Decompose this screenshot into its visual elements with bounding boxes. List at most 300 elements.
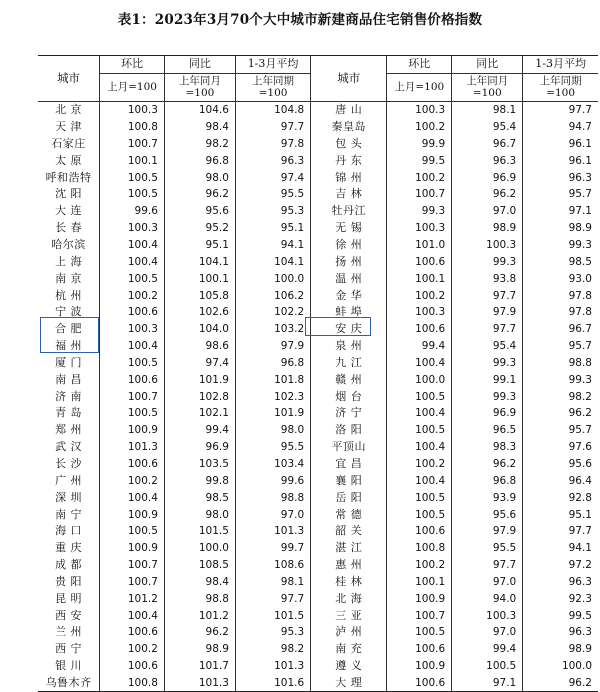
left-mom-cell: 100.7 bbox=[100, 573, 165, 590]
right-yoy-cell: 99.3 bbox=[452, 253, 523, 270]
right-avg-cell: 96.3 bbox=[523, 169, 598, 186]
left-city-cell: 武 汉 bbox=[55, 440, 83, 454]
table-row bbox=[38, 270, 598, 287]
right-avg-cell: 97.8 bbox=[523, 287, 598, 304]
right-mom-cell: 100.1 bbox=[387, 270, 452, 287]
left-yoy-cell: 99.4 bbox=[164, 422, 235, 439]
table-row bbox=[38, 607, 598, 624]
left-yoy-cell: 101.7 bbox=[164, 658, 235, 675]
table-row bbox=[38, 169, 598, 186]
left-avg-cell: 99.7 bbox=[235, 540, 310, 557]
left-mom-header: 环比 bbox=[100, 56, 165, 74]
right-mom-cell: 100.5 bbox=[387, 422, 452, 439]
right-avg-cell: 96.4 bbox=[523, 472, 598, 489]
right-yoy-cell: 99.4 bbox=[452, 641, 523, 658]
right-avg-cell: 94.7 bbox=[523, 119, 598, 136]
left-city-cell: 福 州 bbox=[55, 339, 83, 353]
left-yoy-cell: 96.8 bbox=[164, 152, 235, 169]
left-yoy-cell: 95.6 bbox=[164, 203, 235, 220]
left-yoy-cell: 101.5 bbox=[164, 523, 235, 540]
table-row bbox=[38, 237, 598, 254]
table-row bbox=[38, 136, 598, 153]
right-city-cell: 韶 关 bbox=[311, 523, 387, 540]
right-avg-cell: 99.5 bbox=[523, 607, 598, 624]
table-row bbox=[38, 456, 598, 473]
left-yoy-cell: 100.1 bbox=[164, 270, 235, 287]
right-mom-cell: 100.6 bbox=[387, 321, 452, 338]
table-row bbox=[38, 287, 598, 304]
right-city-cell: 平顶山 bbox=[311, 439, 387, 456]
left-city-cell: 西 宁 bbox=[55, 642, 83, 656]
right-mom-cell: 100.7 bbox=[387, 607, 452, 624]
right-mom-cell: 100.5 bbox=[387, 388, 452, 405]
left-avg-cell: 95.5 bbox=[235, 186, 310, 203]
right-mom-cell: 100.5 bbox=[387, 489, 452, 506]
right-yoy-cell: 97.9 bbox=[452, 304, 523, 321]
right-mom-base: 上月=100 bbox=[387, 73, 452, 101]
right-avg-cell: 95.7 bbox=[523, 422, 598, 439]
right-city-cell: 襄 阳 bbox=[311, 472, 387, 489]
left-mom-cell: 100.5 bbox=[100, 355, 165, 372]
left-yoy-cell: 96.9 bbox=[164, 439, 235, 456]
left-mom-cell: 100.4 bbox=[100, 489, 165, 506]
left-avg-cell: 98.1 bbox=[235, 573, 310, 590]
right-avg-cell: 98.9 bbox=[523, 641, 598, 658]
left-avg-base: 上年同期=100 bbox=[235, 73, 310, 101]
right-yoy-cell: 98.9 bbox=[452, 220, 523, 237]
left-yoy-cell: 101.9 bbox=[164, 371, 235, 388]
table-row bbox=[38, 220, 598, 237]
left-city-cell: 南 宁 bbox=[55, 507, 83, 521]
left-yoy-cell: 101.3 bbox=[164, 675, 235, 692]
left-mom-cell: 100.5 bbox=[100, 523, 165, 540]
right-city-cell: 泸 州 bbox=[311, 624, 387, 641]
left-mom-cell: 100.6 bbox=[100, 624, 165, 641]
left-city-cell: 深 圳 bbox=[55, 490, 83, 504]
left-yoy-cell: 95.2 bbox=[164, 220, 235, 237]
left-yoy-cell: 102.1 bbox=[164, 405, 235, 422]
left-mom-cell: 100.2 bbox=[100, 472, 165, 489]
left-avg-cell: 101.6 bbox=[235, 675, 310, 692]
table-row bbox=[38, 203, 598, 220]
right-avg-cell: 99.3 bbox=[523, 237, 598, 254]
table-row bbox=[38, 658, 598, 675]
left-yoy-cell: 104.6 bbox=[164, 101, 235, 118]
right-city-cell: 锦 州 bbox=[311, 169, 387, 186]
right-avg-cell: 95.1 bbox=[523, 506, 598, 523]
right-avg-cell: 95.7 bbox=[523, 338, 598, 355]
right-avg-cell: 95.6 bbox=[523, 456, 598, 473]
left-mom-cell: 100.4 bbox=[100, 338, 165, 355]
left-yoy-cell: 101.2 bbox=[164, 607, 235, 624]
table-row bbox=[38, 624, 598, 641]
left-mom-cell: 100.4 bbox=[100, 237, 165, 254]
table-row bbox=[38, 388, 598, 405]
left-mom-cell: 100.6 bbox=[100, 304, 165, 321]
right-avg-base: 上年同期=100 bbox=[523, 73, 598, 101]
left-city-cell: 昆 明 bbox=[55, 591, 83, 605]
left-city-cell: 厦 门 bbox=[55, 355, 83, 369]
table-row bbox=[38, 590, 598, 607]
left-mom-cell: 100.6 bbox=[100, 371, 165, 388]
right-mom-cell: 100.4 bbox=[387, 439, 452, 456]
left-city-cell: 南 京 bbox=[55, 271, 83, 285]
left-mom-cell: 100.5 bbox=[100, 186, 165, 203]
right-mom-cell: 99.3 bbox=[387, 203, 452, 220]
left-mom-cell: 100.3 bbox=[100, 321, 165, 338]
left-avg-cell: 102.3 bbox=[235, 388, 310, 405]
right-city-cell: 洛 阳 bbox=[311, 422, 387, 439]
left-avg-cell: 101.9 bbox=[235, 405, 310, 422]
right-yoy-cell: 96.9 bbox=[452, 405, 523, 422]
left-yoy-cell: 108.5 bbox=[164, 557, 235, 574]
right-avg-cell: 96.3 bbox=[523, 573, 598, 590]
left-avg-cell: 95.3 bbox=[235, 203, 310, 220]
left-yoy-cell: 96.2 bbox=[164, 186, 235, 203]
left-yoy-cell: 100.0 bbox=[164, 540, 235, 557]
left-yoy-cell: 96.2 bbox=[164, 624, 235, 641]
right-city-cell: 济 宁 bbox=[311, 405, 387, 422]
left-yoy-cell: 102.6 bbox=[164, 304, 235, 321]
left-avg-cell: 97.7 bbox=[235, 590, 310, 607]
right-mom-cell: 100.7 bbox=[387, 186, 452, 203]
left-city-header: 城市 bbox=[38, 56, 100, 102]
left-avg-cell: 108.6 bbox=[235, 557, 310, 574]
left-city-cell: 海 口 bbox=[55, 524, 83, 538]
left-yoy-cell: 105.8 bbox=[164, 287, 235, 304]
left-city-cell: 乌鲁木齐 bbox=[38, 675, 100, 692]
left-city-cell: 哈尔滨 bbox=[51, 238, 86, 252]
right-yoy-cell: 99.3 bbox=[452, 355, 523, 372]
right-city-cell: 牡丹江 bbox=[311, 203, 387, 220]
left-avg-cell: 95.5 bbox=[235, 439, 310, 456]
right-avg-cell: 99.3 bbox=[523, 371, 598, 388]
left-yoy-cell: 104.1 bbox=[164, 253, 235, 270]
left-mom-cell: 100.4 bbox=[100, 607, 165, 624]
table-row bbox=[38, 506, 598, 523]
right-city-cell: 蚌 埠 bbox=[311, 304, 387, 321]
left-yoy-cell: 98.4 bbox=[164, 119, 235, 136]
right-yoy-cell: 100.5 bbox=[452, 658, 523, 675]
table-row bbox=[38, 101, 598, 118]
right-avg-cell: 92.3 bbox=[523, 590, 598, 607]
left-avg-cell: 100.0 bbox=[235, 270, 310, 287]
left-avg-cell: 96.8 bbox=[235, 355, 310, 372]
table-row bbox=[38, 641, 598, 658]
right-yoy-cell: 97.7 bbox=[452, 557, 523, 574]
left-avg-cell: 102.2 bbox=[235, 304, 310, 321]
left-city-cell: 济 南 bbox=[55, 389, 83, 403]
right-city-cell: 南 充 bbox=[311, 641, 387, 658]
left-avg-cell: 106.2 bbox=[235, 287, 310, 304]
right-yoy-cell: 97.1 bbox=[452, 675, 523, 692]
right-city-cell: 包 头 bbox=[311, 136, 387, 153]
right-avg-cell: 97.6 bbox=[523, 439, 598, 456]
left-mom-cell: 100.6 bbox=[100, 658, 165, 675]
right-mom-cell: 100.2 bbox=[387, 119, 452, 136]
left-city-cell: 兰 州 bbox=[55, 625, 83, 639]
right-avg-cell: 97.8 bbox=[523, 304, 598, 321]
right-city-cell: 北 海 bbox=[311, 590, 387, 607]
right-city-cell: 遵 义 bbox=[311, 658, 387, 675]
right-city-cell: 徐 州 bbox=[311, 237, 387, 254]
right-mom-cell: 99.5 bbox=[387, 152, 452, 169]
right-mom-cell: 100.5 bbox=[387, 506, 452, 523]
right-avg-header: 1-3月平均 bbox=[523, 56, 598, 74]
right-yoy-cell: 97.7 bbox=[452, 321, 523, 338]
left-city-cell: 沈 阳 bbox=[55, 187, 83, 201]
right-city-cell: 宜 昌 bbox=[311, 456, 387, 473]
right-city-cell: 金 华 bbox=[311, 287, 387, 304]
right-mom-cell: 100.0 bbox=[387, 371, 452, 388]
left-mom-cell: 100.8 bbox=[100, 119, 165, 136]
right-yoy-cell: 93.9 bbox=[452, 489, 523, 506]
right-city-cell: 三 亚 bbox=[311, 607, 387, 624]
right-yoy-cell: 97.0 bbox=[452, 624, 523, 641]
right-yoy-cell: 96.7 bbox=[452, 136, 523, 153]
right-avg-cell: 96.7 bbox=[523, 321, 598, 338]
left-city-cell: 杭 州 bbox=[55, 288, 83, 302]
left-yoy-cell: 98.6 bbox=[164, 338, 235, 355]
right-yoy-cell: 98.3 bbox=[452, 439, 523, 456]
right-city-cell: 温 州 bbox=[311, 270, 387, 287]
right-mom-cell: 100.2 bbox=[387, 557, 452, 574]
left-avg-cell: 95.3 bbox=[235, 624, 310, 641]
left-yoy-cell: 97.4 bbox=[164, 355, 235, 372]
right-avg-cell: 96.2 bbox=[523, 675, 598, 692]
left-avg-cell: 97.0 bbox=[235, 506, 310, 523]
left-avg-cell: 104.8 bbox=[235, 101, 310, 118]
right-avg-cell: 98.2 bbox=[523, 388, 598, 405]
left-mom-cell: 100.2 bbox=[100, 641, 165, 658]
right-yoy-cell: 93.8 bbox=[452, 270, 523, 287]
right-yoy-cell: 99.3 bbox=[452, 388, 523, 405]
right-avg-cell: 96.3 bbox=[523, 624, 598, 641]
left-mom-cell: 100.7 bbox=[100, 557, 165, 574]
right-yoy-cell: 94.0 bbox=[452, 590, 523, 607]
right-city-cell: 安 庆 bbox=[311, 321, 387, 338]
left-mom-cell: 100.6 bbox=[100, 456, 165, 473]
left-avg-cell: 101.8 bbox=[235, 371, 310, 388]
right-city-cell: 大 理 bbox=[311, 675, 387, 692]
right-city-cell: 丹 东 bbox=[311, 152, 387, 169]
table-row bbox=[38, 338, 598, 355]
right-city-cell: 扬 州 bbox=[311, 253, 387, 270]
left-mom-cell: 100.5 bbox=[100, 270, 165, 287]
right-avg-cell: 97.1 bbox=[523, 203, 598, 220]
left-avg-cell: 98.8 bbox=[235, 489, 310, 506]
right-yoy-cell: 97.0 bbox=[452, 573, 523, 590]
right-city-cell: 岳 阳 bbox=[311, 489, 387, 506]
left-city-cell: 石家庄 bbox=[51, 136, 86, 150]
right-mom-cell: 100.4 bbox=[387, 355, 452, 372]
left-mom-base: 上月=100 bbox=[100, 73, 165, 101]
left-avg-cell: 103.4 bbox=[235, 456, 310, 473]
right-yoy-cell: 96.8 bbox=[452, 472, 523, 489]
right-mom-cell: 100.2 bbox=[387, 287, 452, 304]
table-row bbox=[38, 304, 598, 321]
left-avg-cell: 99.6 bbox=[235, 472, 310, 489]
table-row bbox=[38, 489, 598, 506]
right-avg-cell: 97.7 bbox=[523, 523, 598, 540]
right-yoy-cell: 97.7 bbox=[452, 287, 523, 304]
left-avg-cell: 97.4 bbox=[235, 169, 310, 186]
left-avg-cell: 97.9 bbox=[235, 338, 310, 355]
left-city-cell: 合 肥 bbox=[55, 322, 83, 336]
right-mom-cell: 100.9 bbox=[387, 590, 452, 607]
table-row bbox=[38, 186, 598, 203]
right-mom-cell: 99.4 bbox=[387, 338, 452, 355]
table-row bbox=[38, 472, 598, 489]
table-row bbox=[38, 371, 598, 388]
left-city-cell: 大 连 bbox=[55, 204, 83, 218]
right-mom-cell: 100.2 bbox=[387, 169, 452, 186]
right-city-cell: 秦皇岛 bbox=[311, 119, 387, 136]
right-mom-cell: 100.5 bbox=[387, 624, 452, 641]
left-city-cell: 北 京 bbox=[55, 103, 83, 117]
left-city-cell: 南 昌 bbox=[55, 372, 83, 386]
right-city-cell: 九 江 bbox=[311, 355, 387, 372]
left-mom-cell: 100.5 bbox=[100, 405, 165, 422]
left-mom-cell: 100.1 bbox=[100, 152, 165, 169]
left-city-cell: 天 津 bbox=[55, 120, 83, 134]
right-avg-cell: 96.1 bbox=[523, 136, 598, 153]
table-row bbox=[38, 405, 598, 422]
left-mom-cell: 100.9 bbox=[100, 422, 165, 439]
right-avg-cell: 97.2 bbox=[523, 557, 598, 574]
right-mom-cell: 99.9 bbox=[387, 136, 452, 153]
left-city-cell: 成 都 bbox=[55, 558, 83, 572]
right-mom-cell: 100.3 bbox=[387, 304, 452, 321]
table-row bbox=[38, 321, 598, 338]
table-row bbox=[38, 253, 598, 270]
left-city-cell: 广 州 bbox=[55, 473, 83, 487]
right-yoy-cell: 95.6 bbox=[452, 506, 523, 523]
left-yoy-cell: 98.8 bbox=[164, 590, 235, 607]
right-avg-cell: 93.0 bbox=[523, 270, 598, 287]
right-mom-cell: 100.6 bbox=[387, 675, 452, 692]
right-yoy-cell: 96.2 bbox=[452, 186, 523, 203]
right-city-cell: 桂 林 bbox=[311, 573, 387, 590]
left-city-cell: 贵 阳 bbox=[55, 574, 83, 588]
left-mom-cell: 100.3 bbox=[100, 101, 165, 118]
right-city-cell: 泉 州 bbox=[311, 338, 387, 355]
left-city-cell: 太 原 bbox=[55, 153, 83, 167]
right-city-cell: 湛 江 bbox=[311, 540, 387, 557]
right-avg-cell: 100.0 bbox=[523, 658, 598, 675]
left-avg-cell: 104.1 bbox=[235, 253, 310, 270]
right-mom-cell: 100.6 bbox=[387, 641, 452, 658]
right-yoy-cell: 95.4 bbox=[452, 338, 523, 355]
right-city-cell: 赣 州 bbox=[311, 371, 387, 388]
right-city-cell: 吉 林 bbox=[311, 186, 387, 203]
right-mom-cell: 100.3 bbox=[387, 101, 452, 118]
left-city-cell: 宁 波 bbox=[55, 305, 83, 319]
left-yoy-cell: 98.2 bbox=[164, 136, 235, 153]
left-city-cell: 郑 州 bbox=[55, 423, 83, 437]
left-city-cell: 西 安 bbox=[55, 608, 83, 622]
right-mom-cell: 100.2 bbox=[387, 456, 452, 473]
right-avg-cell: 98.8 bbox=[523, 355, 598, 372]
right-avg-cell: 96.2 bbox=[523, 405, 598, 422]
left-avg-cell: 101.5 bbox=[235, 607, 310, 624]
left-avg-cell: 101.3 bbox=[235, 658, 310, 675]
left-yoy-cell: 98.4 bbox=[164, 573, 235, 590]
left-mom-cell: 100.9 bbox=[100, 540, 165, 557]
left-city-cell: 上 海 bbox=[55, 254, 83, 268]
right-city-cell: 惠 州 bbox=[311, 557, 387, 574]
left-city-cell: 呼和浩特 bbox=[45, 170, 92, 184]
left-yoy-cell: 104.0 bbox=[164, 321, 235, 338]
left-mom-cell: 100.2 bbox=[100, 287, 165, 304]
right-avg-cell: 92.8 bbox=[523, 489, 598, 506]
left-mom-cell: 101.2 bbox=[100, 590, 165, 607]
left-yoy-cell: 95.1 bbox=[164, 237, 235, 254]
left-avg-cell: 98.2 bbox=[235, 641, 310, 658]
left-yoy-cell: 98.5 bbox=[164, 489, 235, 506]
right-city-header: 城市 bbox=[311, 56, 387, 102]
right-yoy-cell: 96.2 bbox=[452, 456, 523, 473]
right-yoy-cell: 99.1 bbox=[452, 371, 523, 388]
left-avg-cell: 94.1 bbox=[235, 237, 310, 254]
right-yoy-cell: 97.0 bbox=[452, 203, 523, 220]
left-mom-cell: 100.9 bbox=[100, 506, 165, 523]
right-city-cell: 常 德 bbox=[311, 506, 387, 523]
left-city-cell: 长 春 bbox=[55, 221, 83, 235]
table-row bbox=[38, 523, 598, 540]
left-city-cell: 重 庆 bbox=[55, 541, 83, 555]
left-mom-cell: 100.5 bbox=[100, 169, 165, 186]
right-avg-cell: 98.9 bbox=[523, 220, 598, 237]
left-yoy-cell: 99.8 bbox=[164, 472, 235, 489]
table-row bbox=[38, 152, 598, 169]
right-yoy-cell: 97.9 bbox=[452, 523, 523, 540]
left-avg-cell: 103.2 bbox=[235, 321, 310, 338]
left-mom-cell: 100.3 bbox=[100, 220, 165, 237]
left-city-cell: 银 川 bbox=[55, 659, 83, 673]
right-avg-cell: 96.1 bbox=[523, 152, 598, 169]
right-yoy-cell: 98.1 bbox=[452, 101, 523, 118]
right-mom-cell: 100.9 bbox=[387, 658, 452, 675]
right-city-cell: 无 锡 bbox=[311, 220, 387, 237]
left-mom-cell: 100.8 bbox=[100, 675, 165, 692]
right-mom-cell: 100.3 bbox=[387, 220, 452, 237]
right-yoy-cell: 96.9 bbox=[452, 169, 523, 186]
left-yoy-header: 同比 bbox=[164, 56, 235, 74]
table-row bbox=[38, 540, 598, 557]
right-city-cell: 唐 山 bbox=[311, 101, 387, 118]
table-title: 表1：2023年3月70个大中城市新建商品住宅销售价格指数 bbox=[117, 12, 483, 28]
left-avg-cell: 101.3 bbox=[235, 523, 310, 540]
left-avg-cell: 98.0 bbox=[235, 422, 310, 439]
right-yoy-cell: 96.3 bbox=[452, 152, 523, 169]
left-city-cell: 青 岛 bbox=[55, 406, 83, 420]
right-yoy-cell: 95.4 bbox=[452, 119, 523, 136]
table-row bbox=[38, 675, 598, 692]
left-city-cell: 长 沙 bbox=[55, 456, 83, 470]
table-row bbox=[38, 355, 598, 372]
right-mom-cell: 100.8 bbox=[387, 540, 452, 557]
right-avg-cell: 98.5 bbox=[523, 253, 598, 270]
left-avg-cell: 97.7 bbox=[235, 119, 310, 136]
left-avg-cell: 95.1 bbox=[235, 220, 310, 237]
right-avg-cell: 95.7 bbox=[523, 186, 598, 203]
right-yoy-cell: 96.5 bbox=[452, 422, 523, 439]
left-avg-cell: 96.3 bbox=[235, 152, 310, 169]
left-avg-header: 1-3月平均 bbox=[235, 56, 310, 74]
left-avg-cell: 97.8 bbox=[235, 136, 310, 153]
right-yoy-cell: 100.3 bbox=[452, 607, 523, 624]
